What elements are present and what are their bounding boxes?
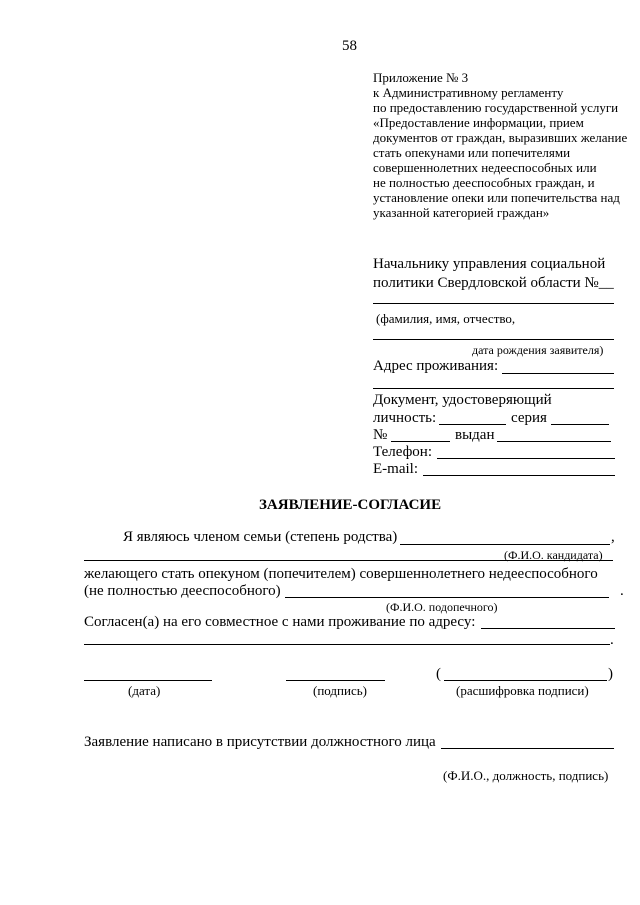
body-line-4: Согласен(а) на его совместное с нами проживание по адресу:: [84, 614, 476, 630]
residence-address-field[interactable]: [481, 628, 615, 629]
appendix-line: «Предоставление информации, прием: [373, 115, 584, 130]
address-field-2[interactable]: [373, 388, 614, 389]
issued-field[interactable]: [497, 441, 611, 442]
body-line-5-end: .: [610, 632, 614, 648]
number-label: №: [373, 427, 388, 443]
addressee-name-field[interactable]: [373, 303, 614, 304]
appendix-line: не полностью дееспособных граждан, и: [373, 175, 595, 190]
series-label: серия: [511, 410, 547, 426]
date-label: (дата): [128, 683, 161, 698]
issued-label: выдан: [455, 427, 495, 443]
decoding-close-paren: ): [608, 666, 613, 682]
appendix-line: к Административному регламенту: [373, 85, 564, 100]
body-line-3-end: .: [620, 583, 624, 599]
candidate-hint: (Ф.И.О. кандидата): [504, 548, 603, 562]
residence-address-field-2[interactable]: [84, 644, 610, 645]
body-line-3: (не полностью дееспособного): [84, 583, 281, 599]
body-line-1-end: ,: [611, 529, 615, 545]
address-label: Адрес проживания:: [373, 358, 499, 374]
address-field[interactable]: [502, 373, 614, 374]
appendix-line: совершеннолетних недееспособных или: [373, 160, 597, 175]
body-line-1: Я являюсь членом семьи (степень родства): [123, 529, 398, 545]
email-field[interactable]: [423, 475, 615, 476]
document-title: ЗАЯВЛЕНИЕ-СОГЛАСИЕ: [259, 497, 442, 513]
ward-field[interactable]: [285, 597, 609, 598]
identity-field[interactable]: [439, 424, 506, 425]
page-number: 58: [342, 38, 357, 54]
appendix-line: по предоставлению государственной услуги: [373, 100, 619, 115]
date-field[interactable]: [84, 680, 212, 681]
official-hint: (Ф.И.О., должность, подпись): [443, 768, 609, 783]
phone-label: Телефон:: [373, 444, 432, 460]
appendix-line: установление опеки или попечительства над: [373, 190, 620, 205]
signature-label: (подпись): [313, 683, 367, 698]
series-field[interactable]: [551, 424, 609, 425]
decoding-label: (расшифровка подписи): [456, 683, 589, 698]
dob-hint: дата рождения заявителя): [472, 343, 604, 357]
decoding-open-paren: (: [436, 666, 441, 682]
addressee-line-1: Начальнику управления социальной: [373, 256, 606, 272]
signature-field[interactable]: [286, 680, 385, 681]
appendix-line: указанной категорией граждан»: [373, 205, 550, 220]
body-line-2: желающего стать опекуном (попечителем) совершеннолетнего недееспособного: [84, 566, 598, 582]
appendix-line: Приложение № 3: [373, 70, 469, 85]
decoding-field[interactable]: [444, 680, 607, 681]
dob-field[interactable]: [373, 339, 614, 340]
number-field[interactable]: [391, 441, 450, 442]
ward-hint: (Ф.И.О. подопечного): [386, 600, 498, 614]
official-line: Заявление написано в присутствии должностного лица: [84, 734, 436, 750]
relation-field[interactable]: [400, 544, 610, 545]
document-label: Документ, удостоверяющий: [373, 392, 552, 408]
identity-label: личность:: [373, 410, 437, 426]
official-field[interactable]: [441, 748, 614, 749]
addressee-line-2: политики Свердловской области №__: [373, 275, 614, 291]
appendix-line: стать опекунами или попечителями: [373, 145, 571, 160]
email-label: E-mail:: [373, 461, 418, 477]
fio-hint: (фамилия, имя, отчество,: [376, 311, 516, 326]
appendix-line: документов от граждан, выразивших желание: [373, 130, 628, 145]
phone-field[interactable]: [437, 458, 615, 459]
